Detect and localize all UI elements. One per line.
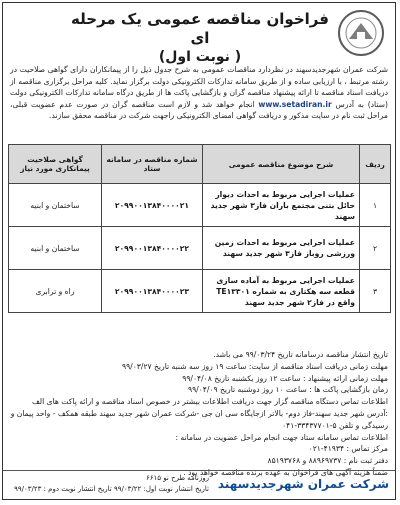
note-opening-time: زمان بازگشایی پاکت ها : ساعت ۱۰ روز دوشنبه تاریخ ۹۹/۰۴/۰۹ <box>188 385 388 395</box>
intro-text-2: انجام خواهد شد و لازم است مناقصه گران در صورت عدم عضویت قبلی، مراحل ثبت نام در سایت مذکور و دریافت گواهی امضای الکترونیکی راجهت شرکت در مناقصه محقق سازند. <box>10 99 388 120</box>
table-row <box>9 184 391 227</box>
table-row <box>9 270 391 313</box>
header-subject: شرح موضوع مناقصه عمومی <box>203 145 360 184</box>
intro-paragraph <box>10 64 388 122</box>
company-brand: شرکت عمران شهرجدیدسهند <box>217 477 389 491</box>
note-registration-office: دفتر ثبت نام : ۸۸۹۶۹۷۳۷ و ۸۵۱۹۳۷۶۸ <box>267 456 388 466</box>
header-row-number: ردیف <box>360 145 391 184</box>
row-subject: عملیات اجرایی مربوط به آماده سازی قطعه سه هکتاری به شماره TE۱۳۳۰۱ واقع در فاز۲ شهر جدید سهند <box>203 270 360 313</box>
note-ad-costs: ضمناً هزینه آگهی های فراخوان به عهده برنده مناقصه خواهد بود . <box>183 467 388 477</box>
note-document-deadline: مهلت زمانی دریافت اسناد مناقصه از سایت: ساعت ۱۹ روز سه شنبه تاریخ ۹۹/۰۳/۲۷ <box>122 361 388 371</box>
publication-dates: تاریخ انتشار نوبت اول: ۹۹/۰۳/۲۲ تاریخ انتشار نوبت دوم : ۹۹/۰۳/۲۳ <box>14 485 209 493</box>
note-bid-deadline: مهلت زمانی ارائه پیشنهاد : ساعت ۱۲ روز یکشنبه تاریخ ۹۹/۰۴/۰۸ <box>182 373 388 383</box>
row-tender-number: ۲۰۹۹۰۰۱۳۸۴۰۰۰۰۲۲ <box>102 227 203 270</box>
notice-subtitle: ( نوبت اول) <box>158 49 242 65</box>
newspaper-info: روزنامه طرح نو ۶۶۱۵ <box>146 474 209 482</box>
footer-bar <box>3 470 395 499</box>
intro-text-1: شرکت عمران شهرجدیدسهند در نظردارد مناقصات عمومی به شرح جدول ذیل را از پیمانکاران دارای گواهی صلاحیت در رشته مرتبط ، با ارزیابی ساده و از طریق سامانه تدارکات الکترونیکی دولت برگزار نماید. کلیه مراحل برگزاری مناقصه از دریافت اسناد مناقصه تا ارائه پیشنهاد مناقصه گران و بازگشایی پاکت ها از طریق درگاه سامانه تدارکات الکترونیکی دولت (ستاد) به آدرس <box>10 65 388 109</box>
row-grade: ساختمان و ابنیه <box>9 184 102 227</box>
row-grade: راه و ترابری <box>9 270 102 313</box>
row-number: ۱ <box>360 184 391 227</box>
notice-title-block <box>70 10 330 67</box>
row-subject: عملیات اجرایی مربوط به احداث زمین ورزشی روباز فاز۳ شهر جدید سهند <box>203 227 360 270</box>
note-contact-info: اطلاعات تماس دستگاه مناقصه گزار جهت دریافت اطلاعات بیشتر در خصوص اسناد مناقصه و ارائه پاکت های الف :آدرس شهر جدید سهند-فاز دوم- بالاتر ازجایگاه سی ان جی -شرکت عمران شهر جدید سهند طبقه همکف - واحد پیمان و رسیدگی و تلفن ۵-۳۳۴۳۷۷۰۱-۰۴۱ <box>10 397 388 430</box>
row-tender-number: ۲۰۹۹۰۰۱۳۸۴۰۰۰۰۲۳ <box>102 270 203 313</box>
row-number: ۳ <box>360 270 391 313</box>
header-grade: گواهی صلاحیت پیمانکاری مورد نیاز <box>9 145 102 184</box>
table-header-row <box>9 145 391 184</box>
notice-title: فراخوان مناقصه عمومی یک مرحله ای <box>71 10 329 47</box>
table-row <box>9 227 391 270</box>
header-tender-number: شماره مناقصه در سامانه ستاد <box>102 145 203 184</box>
tenders-table <box>8 144 391 313</box>
note-call-center: مرکز تماس : ۴۱۹۳۴-۰۲۱ <box>308 444 388 454</box>
publication-meta <box>9 473 209 495</box>
note-setad-contact: اطلاعات تماس سامانه ستاد جهت انجام مراحل عضویت در سامانه : <box>175 432 388 442</box>
company-logo-icon <box>336 8 386 58</box>
setad-link[interactable]: www.setadiran.ir <box>258 99 332 109</box>
notes-section <box>10 349 388 479</box>
note-publish-date: تاریخ انتشار مناقصه درسامانه تاریخ ۹۹/۰۳/۲۴ می باشد. <box>213 350 388 359</box>
row-subject: عملیات اجرایی مربوط به احداث دیوار حائل بتنی مجتمع باران فاز۳ شهر جدید سهند <box>203 184 360 227</box>
row-number: ۲ <box>360 227 391 270</box>
row-tender-number: ۲۰۹۹۰۰۱۳۸۴۰۰۰۰۲۱ <box>102 184 203 227</box>
row-grade: ساختمان و ابنیه <box>9 227 102 270</box>
